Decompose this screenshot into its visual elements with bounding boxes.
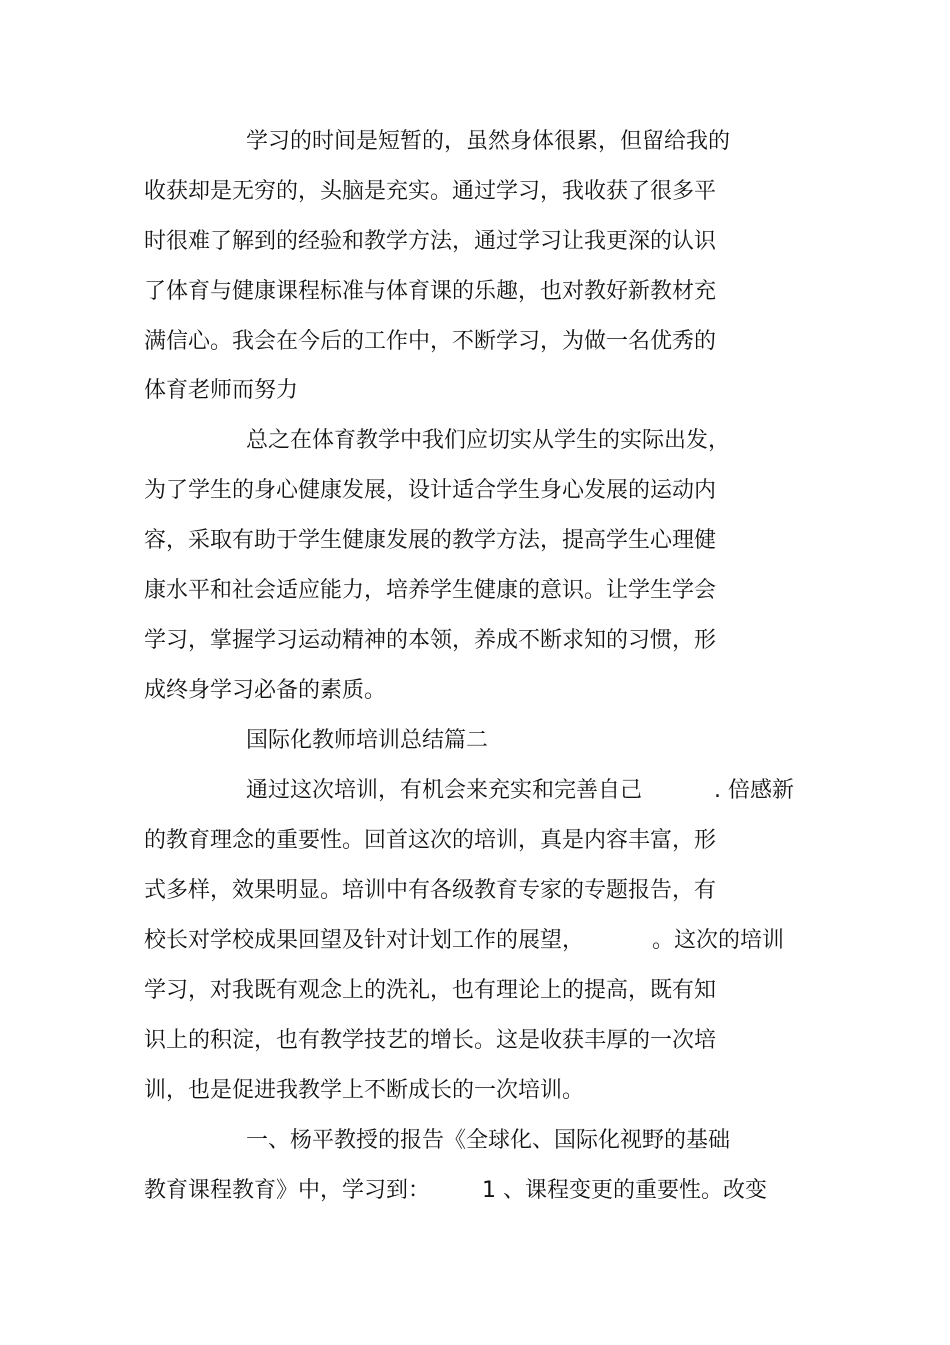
paragraph-3-line-2: 的教育理念的重要性。回首这次的培训，真是内容丰富，形 [144, 828, 717, 853]
paragraph-4-line-2: 教育课程教育》中，学习到： [144, 1178, 431, 1203]
paragraph-2-line-2: 为了学生的身心健康发展，设计适合学生身心发展的运动内 [144, 478, 717, 503]
paragraph-1-line-2: 收获却是无穷的，头脑是充实。通过学习，我收获了很多平 [144, 179, 717, 204]
paragraph-2-line-3: 容，采取有助于学生健康发展的教学方法，提高学生心理健 [144, 528, 717, 553]
paragraph-3-line-1-tail: . 倍感新 [714, 778, 794, 803]
paragraph-3-line-7: 训，也是促进我教学上不断成长的一次培训。 [144, 1078, 585, 1103]
paragraph-1-line-3: 时很难了解到的经验和教学方法，通过学习让我更深的认识 [144, 229, 717, 254]
paragraph-1-line-4: 了体育与健康课程标准与体育课的乐趣，也对教好新教材充 [144, 279, 717, 304]
paragraph-2-line-5: 学习，掌握学习运动精神的本领，养成不断求知的习惯，形 [144, 628, 717, 653]
paragraph-2-line-4: 康水平和社会适应能力，培养学生健康的意识。让学生学会 [144, 578, 717, 603]
paragraph-3-line-1: 通过这次培训，有机会来充实和完善自己 [246, 778, 643, 803]
paragraph-1-line-6: 体育老师而努力 [144, 378, 299, 403]
paragraph-1-line-5: 满信心。我会在今后的工作中，不断学习，为做一名优秀的 [144, 329, 717, 354]
paragraph-3-line-4: 校长对学校成果回望及针对计划工作的展望， [144, 928, 585, 953]
section-heading: 国际化教师培训总结篇二 [246, 728, 489, 753]
paragraph-4-line-1: 一、杨平教授的报告《全球化、国际化视野的基础 [246, 1128, 731, 1153]
paragraph-3-line-3: 式多样，效果明显。培训中有各级教育专家的专题报告，有 [144, 878, 717, 903]
paragraph-2-line-1: 总之在体育教学中我们应切实从学生的实际出发， [246, 428, 731, 453]
paragraph-3-line-4-tail: 。这次的培训 [652, 928, 785, 953]
paragraph-3-line-6: 识上的积淀，也有教学技艺的增长。这是收获丰厚的一次培 [144, 1028, 717, 1053]
paragraph-3-line-5: 学习，对我既有观念上的洗礼，也有理论上的提高，既有知 [144, 978, 717, 1003]
paragraph-2-line-6: 成终身学习必备的素质。 [144, 678, 387, 703]
paragraph-4-line-2-tail: 1 、课程变更的重要性。改变 [482, 1178, 767, 1203]
paragraph-1-line-1: 学习的时间是短暂的，虽然身体很累，但留给我的 [246, 129, 731, 154]
